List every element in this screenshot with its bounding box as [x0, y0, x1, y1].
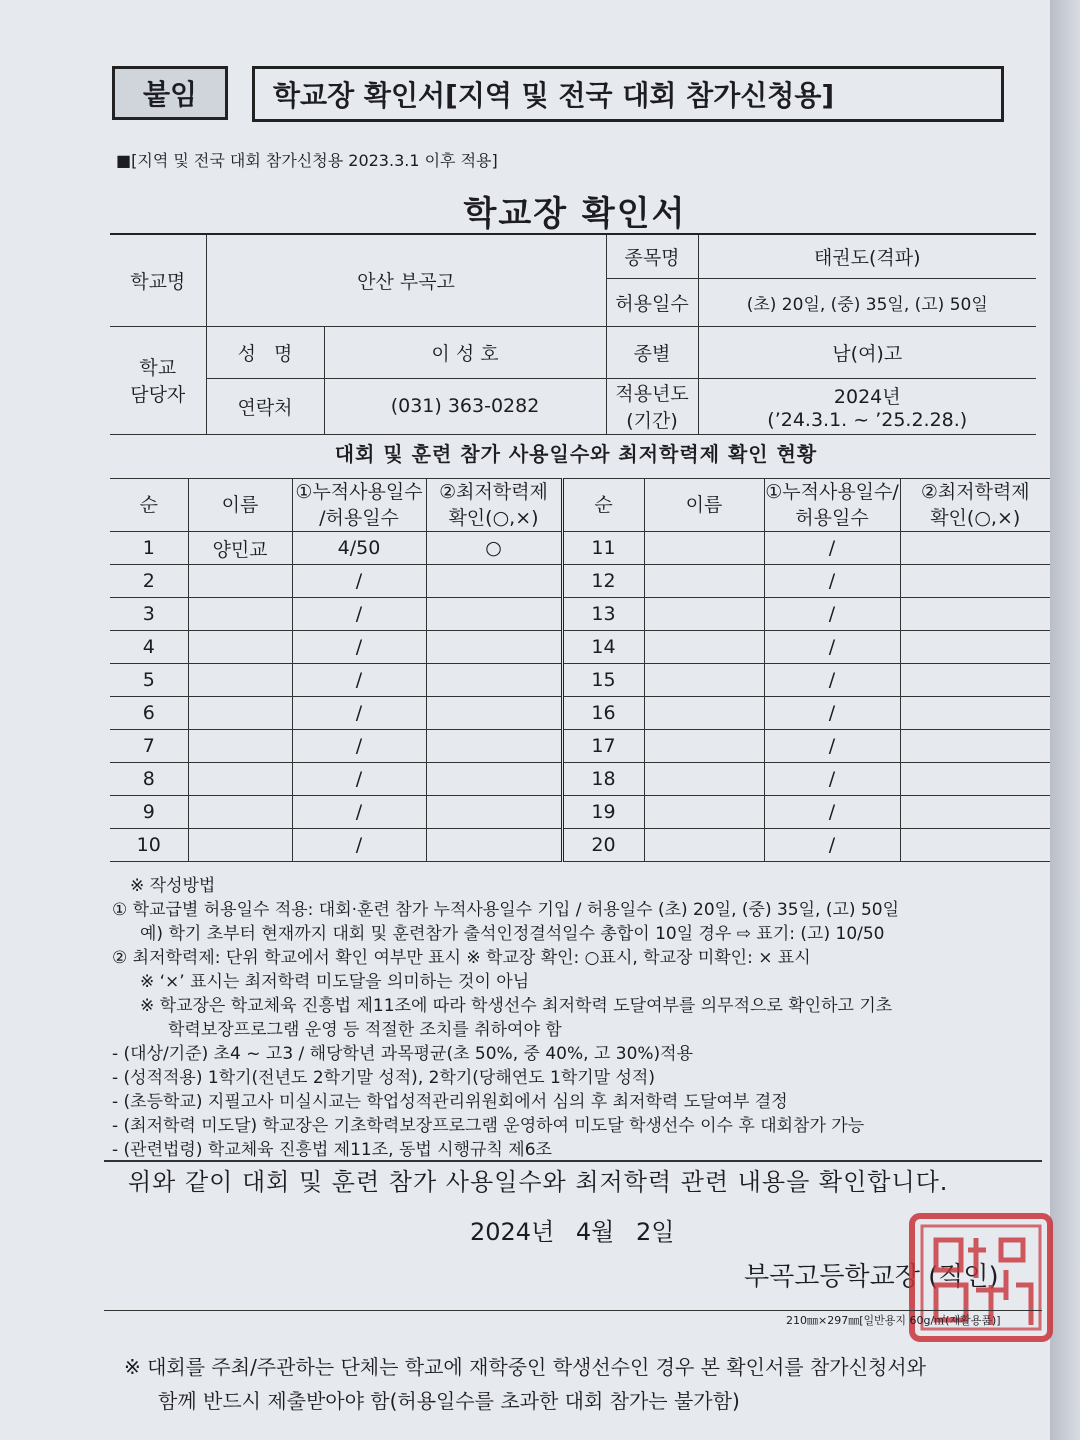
row-name — [188, 598, 292, 631]
year-value-line1: 2024년 — [833, 385, 901, 408]
row-days: / — [764, 565, 900, 598]
table-row — [110, 796, 1050, 829]
document-title: 학교장 확인서 — [463, 194, 687, 234]
row-number: 15 — [562, 664, 644, 697]
contact-label-line2: 담당자 — [130, 384, 186, 406]
confirmation-statement: 위와 같이 대회 및 훈련 참가 사용일수와 최저학력 관련 내용을 확인합니다. — [128, 1168, 949, 1196]
row-check — [900, 631, 1050, 664]
row-days: / — [292, 796, 426, 829]
row-check — [426, 730, 562, 763]
divider-bottom — [104, 1310, 1042, 1311]
row-name — [644, 565, 764, 598]
row-days: / — [764, 598, 900, 631]
row-check — [900, 532, 1050, 565]
row-number: 5 — [110, 664, 188, 697]
phone-label: 연락처 — [206, 378, 324, 434]
row-name — [188, 565, 292, 598]
row-check — [426, 631, 562, 664]
row-days: / — [292, 730, 426, 763]
row-days: / — [764, 664, 900, 697]
name-value: 이 성 호 — [324, 326, 606, 378]
row-name: 양민교 — [188, 532, 292, 565]
table-row — [110, 730, 1050, 763]
row-name — [188, 697, 292, 730]
attachment-tag: 붙임 — [112, 66, 228, 120]
event-value: 태권도(격파) — [698, 234, 1036, 278]
row-days: / — [764, 829, 900, 862]
note-2a: ※ ‘×’ 표시는 최저학력 미도달을 의미하는 것이 아님 — [140, 972, 530, 992]
detail-2: - (성적적용) 1학기(전년도 2학기말 성적), 2학기(당해연도 1학기말 성적) — [112, 1068, 655, 1088]
header-days-line1: ①누적사용일수 — [295, 481, 423, 503]
row-check — [900, 697, 1050, 730]
kind-label: 종별 — [606, 326, 698, 378]
detail-1: - (대상/기준) 초4 ~ 고3 / 해당학년 과목평균(초 50%, 중 40%, 고 30%)적용 — [112, 1044, 694, 1064]
footer-note — [124, 1350, 926, 1418]
issue-date: 2024년 4월 2일 — [470, 1218, 675, 1246]
row-number: 20 — [562, 829, 644, 862]
row-check — [900, 796, 1050, 829]
row-number: 1 — [110, 532, 188, 565]
row-check — [426, 598, 562, 631]
header-check-line2: 확인(○,×) — [448, 507, 539, 529]
row-name — [644, 532, 764, 565]
header-days-right — [764, 479, 900, 532]
row-days: / — [764, 631, 900, 664]
row-number: 17 — [562, 730, 644, 763]
header-check — [426, 479, 562, 532]
row-days: 4/50 — [292, 532, 426, 565]
section-title: 대회 및 훈련 참가 사용일수와 최저학력제 확인 현황 — [334, 442, 818, 466]
header-days-right-line1: ①누적사용일수/ — [765, 481, 899, 503]
row-number: 6 — [110, 697, 188, 730]
year-value — [698, 378, 1036, 434]
row-days: / — [764, 730, 900, 763]
row-check — [426, 796, 562, 829]
row-name — [644, 664, 764, 697]
row-name — [644, 763, 764, 796]
year-value-line2: (’24.3.1. ~ ’25.2.28.) — [767, 408, 968, 431]
school-label: 학교명 — [110, 234, 206, 326]
row-check — [900, 565, 1050, 598]
usage-table — [110, 478, 1050, 862]
header-title: 학교장 확인서[지역 및 전국 대회 참가신청용] — [252, 66, 1004, 122]
row-number: 12 — [562, 565, 644, 598]
row-check — [426, 697, 562, 730]
header-check-right-line2: 확인(○,×) — [930, 507, 1021, 529]
row-days: / — [292, 829, 426, 862]
paper-spec: 210㎜×297㎜[일반용지 60g/㎡(재활용품)] — [786, 1314, 1001, 1327]
row-number: 11 — [562, 532, 644, 565]
header-no: 순 — [110, 479, 188, 532]
header-name-right: 이름 — [644, 479, 764, 532]
note-2b: ※ 학교장은 학교체육 진흥법 제11조에 따라 학생선수 최저학력 도달여부를 의무적으로 확인하고 기초 — [140, 996, 893, 1016]
row-number: 7 — [110, 730, 188, 763]
header-days-line2: /허용일수 — [319, 507, 399, 529]
document-header — [112, 66, 1004, 124]
header-days-right-line2: 허용일수 — [795, 507, 869, 529]
note-1-example: 예) 학기 초부터 현재까지 대회 및 훈련참가 출석인정결석일수 총합이 10일 경우 ⇨ 표기: (고) 10/50 — [140, 924, 885, 944]
contact-label-line1: 학교 — [139, 357, 177, 379]
principal-signature: 부곡고등학교장 (직인) — [744, 1262, 999, 1292]
applicability-note: ■[지역 및 전국 대회 참가신청용 2023.3.1 이후 적용] — [116, 151, 498, 170]
header-check-right — [900, 479, 1050, 532]
header-days — [292, 479, 426, 532]
row-days: / — [292, 565, 426, 598]
row-days: / — [292, 598, 426, 631]
row-days: / — [292, 631, 426, 664]
allowed-days-value: (초) 20일, (중) 35일, (고) 50일 — [698, 278, 1036, 326]
table-row — [110, 664, 1050, 697]
detail-3: - (초등학교) 지필고사 미실시교는 학업성적관리위원회에서 심의 후 최저학력 도달여부 결정 — [112, 1092, 788, 1112]
row-number: 10 — [110, 829, 188, 862]
detail-5: - (관련법령) 학교체육 진흥법 제11조, 동법 시행규칙 제6조 — [112, 1140, 552, 1160]
header-check-line1: ②최저학력제 — [439, 481, 548, 503]
footer-line-1: ※ 대회를 주최/주관하는 단체는 학교에 재학중인 학생선수인 경우 본 확인서를 참가신청서와 — [124, 1355, 926, 1379]
event-label: 종목명 — [606, 234, 698, 278]
row-name — [644, 796, 764, 829]
contact-label — [110, 326, 206, 434]
row-number: 13 — [562, 598, 644, 631]
note-2: ② 최저학력제: 단위 학교에서 확인 여부만 표시 ※ 학교장 확인: ○표시, 학교장 미확인: × 표시 — [112, 948, 811, 968]
row-days: / — [292, 697, 426, 730]
row-check — [426, 664, 562, 697]
instructions — [112, 874, 1052, 1162]
row-number: 8 — [110, 763, 188, 796]
kind-value: 남(여)고 — [698, 326, 1036, 378]
year-label-line1: 적용년도 — [615, 383, 689, 405]
table-row — [110, 763, 1050, 796]
header-no-right: 순 — [562, 479, 644, 532]
row-days: / — [292, 664, 426, 697]
row-name — [188, 664, 292, 697]
school-value: 안산 부곡고 — [206, 234, 606, 326]
row-name — [644, 631, 764, 664]
table-row — [110, 631, 1050, 664]
row-check — [900, 664, 1050, 697]
row-name — [188, 829, 292, 862]
notes-heading: ※ 작성방법 — [130, 876, 216, 896]
row-check — [900, 730, 1050, 763]
year-label-line2: (기간) — [626, 410, 678, 432]
table-row — [110, 697, 1050, 730]
row-check — [900, 598, 1050, 631]
row-days: / — [764, 697, 900, 730]
row-check — [900, 829, 1050, 862]
table-row — [110, 532, 1050, 565]
row-name — [188, 796, 292, 829]
note-2c: 학력보장프로그램 운영 등 적절한 조치를 취하여야 함 — [168, 1020, 562, 1040]
header-check-right-line1: ②최저학력제 — [920, 481, 1030, 503]
table-row — [110, 598, 1050, 631]
phone-value: (031) 363-0282 — [324, 378, 606, 434]
row-name — [188, 763, 292, 796]
row-days: / — [764, 796, 900, 829]
row-number: 2 — [110, 565, 188, 598]
row-number: 19 — [562, 796, 644, 829]
row-number: 9 — [110, 796, 188, 829]
row-check — [426, 829, 562, 862]
row-days: / — [292, 763, 426, 796]
row-number: 14 — [562, 631, 644, 664]
table-row — [110, 565, 1050, 598]
row-check: ○ — [426, 532, 562, 565]
header-name: 이름 — [188, 479, 292, 532]
row-number: 3 — [110, 598, 188, 631]
row-check — [426, 565, 562, 598]
row-number: 18 — [562, 763, 644, 796]
row-name — [188, 631, 292, 664]
row-name — [644, 829, 764, 862]
footer-line-2: 함께 반드시 제출받아야 함(허용일수를 초과한 대회 참가는 불가함) — [158, 1389, 740, 1413]
allowed-days-label: 허용일수 — [606, 278, 698, 326]
row-name — [644, 598, 764, 631]
note-1: ① 학교급별 허용일수 적용: 대회·훈련 참가 누적사용일수 기입 / 허용일수 (초) 20일, (중) 35일, (고) 50일 — [112, 900, 900, 920]
row-days: / — [764, 763, 900, 796]
row-name — [644, 697, 764, 730]
row-number: 4 — [110, 631, 188, 664]
row-number: 16 — [562, 697, 644, 730]
usage-table-body — [110, 532, 1050, 862]
row-name — [188, 730, 292, 763]
row-check — [426, 763, 562, 796]
row-check — [900, 763, 1050, 796]
table-row — [110, 829, 1050, 862]
row-name — [644, 730, 764, 763]
info-table — [110, 233, 1036, 435]
row-days: / — [764, 532, 900, 565]
detail-4: - (최저학력 미도달) 학교장은 기초학력보장프로그램 운영하여 미도달 학생선수 이수 후 대회참가 가능 — [112, 1116, 865, 1136]
year-label — [606, 378, 698, 434]
name-label: 성 명 — [206, 326, 324, 378]
